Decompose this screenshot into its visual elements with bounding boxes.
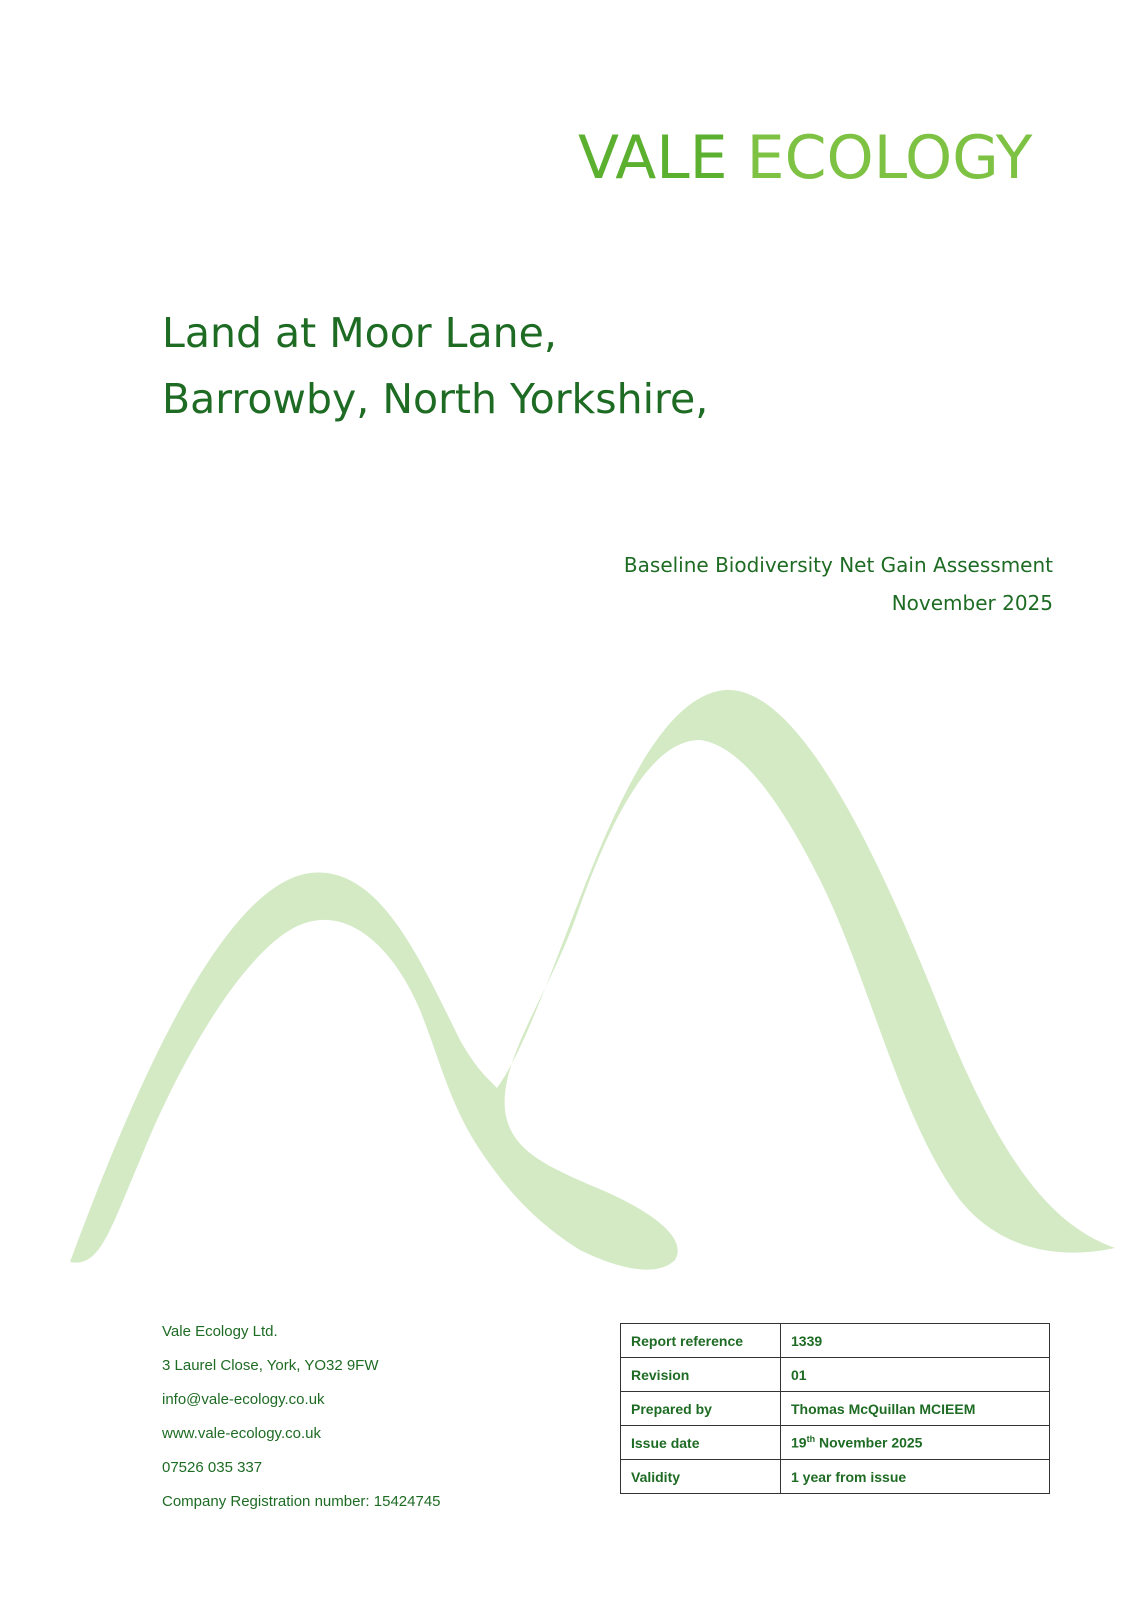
table-row	[621, 1392, 1050, 1426]
subtitle-date: November 2025	[891, 591, 1053, 615]
decorative-hills-graphic	[0, 660, 1131, 1280]
table-row	[621, 1426, 1050, 1460]
issue-date-suffix: th	[806, 1434, 816, 1445]
issue-date-rest: November 2025	[815, 1434, 923, 1451]
company-logo	[578, 123, 1033, 193]
prepared-by-value: Thomas McQuillan MCIEEM	[781, 1392, 1050, 1426]
logo-word-ecology: ECOLOGY	[746, 123, 1033, 193]
report-reference-value: 1339	[781, 1324, 1050, 1358]
validity-label: Validity	[621, 1460, 781, 1494]
company-address: 3 Laurel Close, York, YO32 9FW	[162, 1357, 379, 1374]
validity-value: 1 year from issue	[781, 1460, 1050, 1494]
issue-date-day: 19	[791, 1434, 807, 1451]
logo-word-vale: VALE	[578, 123, 728, 193]
report-reference-label: Report reference	[621, 1324, 781, 1358]
issue-date-value	[781, 1426, 1050, 1460]
report-info-table	[620, 1323, 1050, 1494]
company-registration: Company Registration number: 15424745	[162, 1493, 441, 1510]
revision-label: Revision	[621, 1358, 781, 1392]
issue-date-label: Issue date	[621, 1426, 781, 1460]
company-website[interactable]: www.vale-ecology.co.uk	[162, 1425, 321, 1442]
document-title	[162, 300, 708, 432]
prepared-by-label: Prepared by	[621, 1392, 781, 1426]
subtitle-report-type: Baseline Biodiversity Net Gain Assessment	[623, 553, 1053, 577]
title-line-1: Land at Moor Lane,	[162, 309, 557, 357]
document-subtitle	[624, 546, 1053, 622]
company-email[interactable]: info@vale-ecology.co.uk	[162, 1391, 325, 1408]
company-name: Vale Ecology Ltd.	[162, 1323, 278, 1340]
hill-ribbon	[70, 690, 1115, 1270]
contact-details	[162, 1315, 441, 1519]
table-row	[621, 1324, 1050, 1358]
revision-value: 01	[781, 1358, 1050, 1392]
title-line-2: Barrowby, North Yorkshire,	[162, 375, 709, 423]
table-row	[621, 1358, 1050, 1392]
table-row	[621, 1460, 1050, 1494]
company-phone: 07526 035 337	[162, 1459, 263, 1476]
